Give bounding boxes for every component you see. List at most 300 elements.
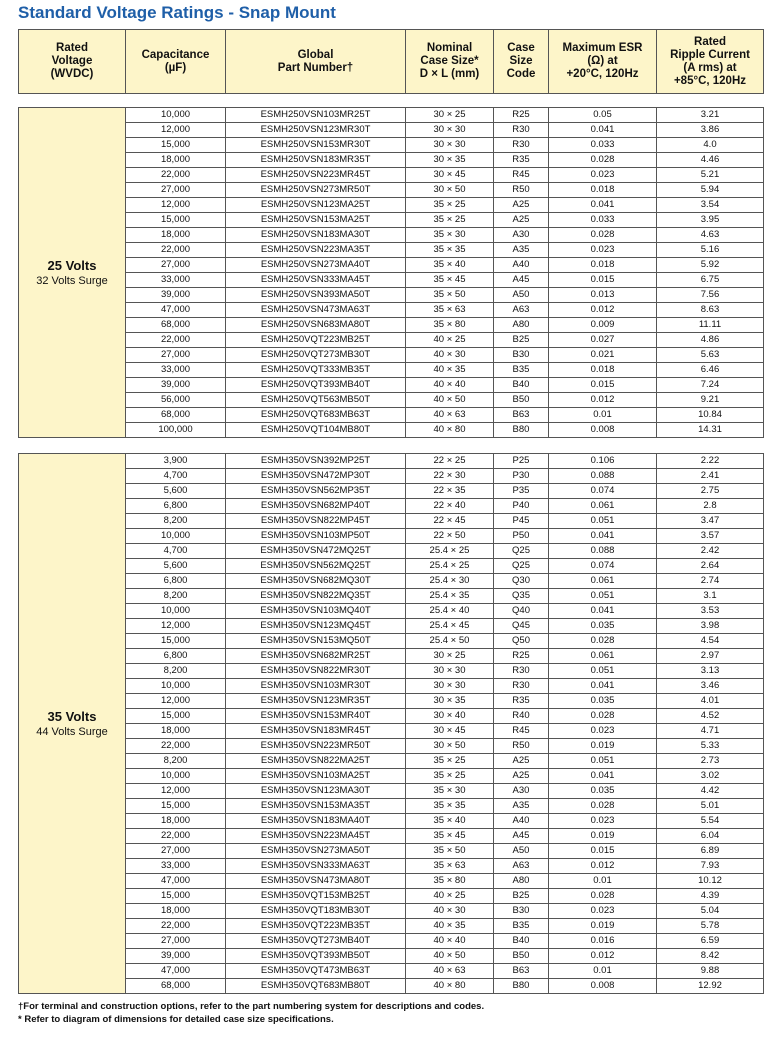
part-number-cell: ESMH350VQT223MB35T [226, 919, 406, 934]
table-row [19, 934, 764, 949]
capacitance-cell: 33,000 [126, 363, 226, 378]
ripple-current-cell: 5.78 [657, 919, 764, 934]
esr-cell: 0.051 [549, 754, 657, 769]
capacitance-cell: 10,000 [126, 108, 226, 123]
table-row [19, 784, 764, 799]
capacitance-cell: 22,000 [126, 168, 226, 183]
ripple-current-cell: 9.21 [657, 393, 764, 408]
esr-cell: 0.027 [549, 333, 657, 348]
table-row [19, 499, 764, 514]
case-code-cell: Q35 [494, 589, 549, 604]
case-size-cell: 30 × 50 [406, 183, 494, 198]
case-code-cell: B40 [494, 378, 549, 393]
case-size-cell: 40 × 80 [406, 979, 494, 994]
part-number-cell: ESMH350VSN103MQ40T [226, 604, 406, 619]
esr-cell: 0.018 [549, 363, 657, 378]
ripple-current-cell: 2.22 [657, 454, 764, 469]
capacitance-cell: 27,000 [126, 844, 226, 859]
esr-cell: 0.023 [549, 814, 657, 829]
table-row [19, 153, 764, 168]
ripple-current-cell: 3.21 [657, 108, 764, 123]
esr-cell: 0.106 [549, 454, 657, 469]
ripple-current-cell: 3.1 [657, 589, 764, 604]
part-number-cell: ESMH250VSN123MR30T [226, 123, 406, 138]
ripple-current-cell: 6.59 [657, 934, 764, 949]
case-size-cell: 35 × 35 [406, 799, 494, 814]
ripple-current-cell: 4.54 [657, 634, 764, 649]
table-row [19, 814, 764, 829]
table-row [19, 529, 764, 544]
table-row [19, 228, 764, 243]
part-number-cell: ESMH250VSN273MA40T [226, 258, 406, 273]
ripple-current-cell: 7.56 [657, 288, 764, 303]
esr-cell: 0.041 [549, 123, 657, 138]
part-number-cell: ESMH250VSN273MR50T [226, 183, 406, 198]
case-size-cell: 25.4 × 40 [406, 604, 494, 619]
table-row [19, 769, 764, 784]
header-case-code: Case Size Code [494, 30, 549, 94]
capacitance-cell: 12,000 [126, 784, 226, 799]
case-size-cell: 40 × 35 [406, 363, 494, 378]
part-number-cell: ESMH250VQT223MB25T [226, 333, 406, 348]
capacitance-cell: 8,200 [126, 514, 226, 529]
esr-cell: 0.028 [549, 228, 657, 243]
part-number-cell: ESMH350VSN123MQ45T [226, 619, 406, 634]
case-size-cell: 22 × 45 [406, 514, 494, 529]
esr-cell: 0.05 [549, 108, 657, 123]
part-number-cell: ESMH350VSN562MQ25T [226, 559, 406, 574]
esr-cell: 0.012 [549, 393, 657, 408]
case-code-cell: R35 [494, 153, 549, 168]
case-code-cell: R30 [494, 123, 549, 138]
ripple-current-cell: 10.12 [657, 874, 764, 889]
esr-cell: 0.008 [549, 423, 657, 438]
capacitance-cell: 33,000 [126, 273, 226, 288]
header-max-esr: Maximum ESR (Ω) at +20°C, 120Hz [549, 30, 657, 94]
capacitance-cell: 12,000 [126, 123, 226, 138]
part-number-cell: ESMH350VQT473MB63T [226, 964, 406, 979]
ripple-current-cell: 4.01 [657, 694, 764, 709]
esr-cell: 0.019 [549, 919, 657, 934]
ripple-current-cell: 4.42 [657, 784, 764, 799]
table-row [19, 303, 764, 318]
esr-cell: 0.035 [549, 784, 657, 799]
part-number-cell: ESMH350VSN103MA25T [226, 769, 406, 784]
case-code-cell: Q45 [494, 619, 549, 634]
case-code-cell: R35 [494, 694, 549, 709]
case-code-cell: A30 [494, 784, 549, 799]
case-size-cell: 25.4 × 35 [406, 589, 494, 604]
capacitance-cell: 10,000 [126, 769, 226, 784]
case-code-cell: R25 [494, 649, 549, 664]
part-number-cell: ESMH350VQT683MB80T [226, 979, 406, 994]
ripple-current-cell: 3.46 [657, 679, 764, 694]
case-code-cell: A50 [494, 844, 549, 859]
esr-cell: 0.041 [549, 198, 657, 213]
capacitance-cell: 47,000 [126, 964, 226, 979]
ripple-current-cell: 5.01 [657, 799, 764, 814]
ripple-current-cell: 6.75 [657, 273, 764, 288]
esr-cell: 0.051 [549, 664, 657, 679]
table-row [19, 724, 764, 739]
ripple-current-cell: 5.21 [657, 168, 764, 183]
ripple-current-cell: 5.63 [657, 348, 764, 363]
ripple-current-cell: 3.02 [657, 769, 764, 784]
ripple-current-cell: 9.88 [657, 964, 764, 979]
ripple-current-cell: 3.86 [657, 123, 764, 138]
capacitance-cell: 47,000 [126, 874, 226, 889]
table-row [19, 964, 764, 979]
table-row [19, 168, 764, 183]
case-size-cell: 30 × 30 [406, 664, 494, 679]
table-row [19, 604, 764, 619]
part-number-cell: ESMH250VSN683MA80T [226, 318, 406, 333]
case-size-cell: 40 × 63 [406, 964, 494, 979]
case-code-cell: B25 [494, 889, 549, 904]
ratings-table-header [18, 29, 764, 94]
case-size-cell: 35 × 35 [406, 243, 494, 258]
table-row [19, 108, 764, 123]
ripple-current-cell: 12.92 [657, 979, 764, 994]
footnotes [18, 1000, 484, 1026]
ripple-current-cell: 7.93 [657, 859, 764, 874]
case-size-cell: 22 × 35 [406, 484, 494, 499]
table-row [19, 919, 764, 934]
table-row [19, 469, 764, 484]
case-size-cell: 30 × 30 [406, 123, 494, 138]
surge-voltage-label: 32 Volts Surge [36, 274, 108, 287]
case-size-cell: 30 × 35 [406, 153, 494, 168]
case-size-cell: 35 × 30 [406, 228, 494, 243]
case-code-cell: B63 [494, 408, 549, 423]
table-row [19, 348, 764, 363]
esr-cell: 0.051 [549, 514, 657, 529]
ripple-current-cell: 2.74 [657, 574, 764, 589]
table-row [19, 514, 764, 529]
part-number-cell: ESMH250VQT273MB30T [226, 348, 406, 363]
esr-cell: 0.035 [549, 619, 657, 634]
table-row [19, 423, 764, 438]
esr-cell: 0.028 [549, 153, 657, 168]
ripple-current-cell: 2.42 [657, 544, 764, 559]
header-ripple-current: Rated Ripple Current (A rms) at +85°C, 120Hz [657, 30, 764, 94]
part-number-cell: ESMH350VSN103MR30T [226, 679, 406, 694]
case-code-cell: A35 [494, 243, 549, 258]
part-number-cell: ESMH350VQT183MB30T [226, 904, 406, 919]
case-size-cell: 35 × 40 [406, 258, 494, 273]
part-number-cell: ESMH350VSN223MA45T [226, 829, 406, 844]
capacitance-cell: 10,000 [126, 679, 226, 694]
part-number-cell: ESMH250VSN153MR30T [226, 138, 406, 153]
case-size-cell: 22 × 50 [406, 529, 494, 544]
case-code-cell: P40 [494, 499, 549, 514]
part-number-cell: ESMH350VQT273MB40T [226, 934, 406, 949]
capacitance-cell: 47,000 [126, 303, 226, 318]
part-number-cell: ESMH250VSN123MA25T [226, 198, 406, 213]
ripple-current-cell: 5.04 [657, 904, 764, 919]
capacitance-cell: 100,000 [126, 423, 226, 438]
header-rated-voltage: Rated Voltage (WVDC) [19, 30, 126, 94]
part-number-cell: ESMH350VSN123MA30T [226, 784, 406, 799]
ripple-current-cell: 11.11 [657, 318, 764, 333]
esr-cell: 0.051 [549, 589, 657, 604]
case-size-cell: 35 × 40 [406, 814, 494, 829]
table-row [19, 844, 764, 859]
case-code-cell: A25 [494, 198, 549, 213]
case-code-cell: A80 [494, 874, 549, 889]
esr-cell: 0.009 [549, 318, 657, 333]
case-code-cell: R30 [494, 664, 549, 679]
ripple-current-cell: 2.8 [657, 499, 764, 514]
ripple-current-cell: 4.63 [657, 228, 764, 243]
ripple-current-cell: 4.52 [657, 709, 764, 724]
table-row [19, 829, 764, 844]
part-number-cell: ESMH250VQT104MB80T [226, 423, 406, 438]
capacitance-cell: 12,000 [126, 198, 226, 213]
capacitance-cell: 6,800 [126, 499, 226, 514]
capacitance-cell: 3,900 [126, 454, 226, 469]
ripple-current-cell: 2.97 [657, 649, 764, 664]
case-code-cell: A45 [494, 273, 549, 288]
table-row [19, 574, 764, 589]
ripple-current-cell: 3.53 [657, 604, 764, 619]
esr-cell: 0.01 [549, 874, 657, 889]
capacitance-cell: 15,000 [126, 213, 226, 228]
esr-cell: 0.013 [549, 288, 657, 303]
case-size-cell: 30 × 50 [406, 739, 494, 754]
ripple-current-cell: 2.41 [657, 469, 764, 484]
table-row [19, 544, 764, 559]
ripple-current-cell: 7.24 [657, 378, 764, 393]
esr-cell: 0.015 [549, 273, 657, 288]
voltage-group-label [19, 108, 126, 438]
esr-cell: 0.061 [549, 499, 657, 514]
capacitance-cell: 15,000 [126, 889, 226, 904]
capacitance-cell: 39,000 [126, 378, 226, 393]
table-row [19, 408, 764, 423]
capacitance-cell: 27,000 [126, 348, 226, 363]
esr-cell: 0.018 [549, 183, 657, 198]
case-size-cell: 35 × 50 [406, 844, 494, 859]
part-number-cell: ESMH350VSN472MQ25T [226, 544, 406, 559]
capacitance-cell: 18,000 [126, 153, 226, 168]
esr-cell: 0.015 [549, 844, 657, 859]
part-number-cell: ESMH350VQT153MB25T [226, 889, 406, 904]
table-row [19, 949, 764, 964]
table-row [19, 333, 764, 348]
table-row [19, 213, 764, 228]
capacitance-cell: 4,700 [126, 469, 226, 484]
table-row [19, 318, 764, 333]
ripple-current-cell: 5.92 [657, 258, 764, 273]
table-row [19, 679, 764, 694]
footnote-part-number: †For terminal and construction options, refer to the part numbering system for descriptions and codes. [18, 1001, 485, 1012]
case-code-cell: R30 [494, 679, 549, 694]
ripple-current-cell: 2.64 [657, 559, 764, 574]
esr-cell: 0.041 [549, 679, 657, 694]
ripple-current-cell: 6.04 [657, 829, 764, 844]
case-code-cell: A35 [494, 799, 549, 814]
case-size-cell: 35 × 63 [406, 859, 494, 874]
capacitance-cell: 15,000 [126, 709, 226, 724]
part-number-cell: ESMH250VSN473MA63T [226, 303, 406, 318]
ripple-current-cell: 5.94 [657, 183, 764, 198]
capacitance-cell: 18,000 [126, 904, 226, 919]
esr-cell: 0.021 [549, 348, 657, 363]
part-number-cell: ESMH250VSN223MA35T [226, 243, 406, 258]
case-code-cell: B80 [494, 979, 549, 994]
case-size-cell: 25.4 × 25 [406, 559, 494, 574]
ripple-current-cell: 4.86 [657, 333, 764, 348]
case-size-cell: 25.4 × 25 [406, 544, 494, 559]
case-size-cell: 30 × 25 [406, 108, 494, 123]
capacitance-cell: 33,000 [126, 859, 226, 874]
esr-cell: 0.016 [549, 934, 657, 949]
capacitance-cell: 18,000 [126, 228, 226, 243]
capacitance-cell: 68,000 [126, 318, 226, 333]
case-size-cell: 30 × 45 [406, 168, 494, 183]
esr-cell: 0.061 [549, 574, 657, 589]
esr-cell: 0.041 [549, 604, 657, 619]
capacitance-cell: 22,000 [126, 333, 226, 348]
esr-cell: 0.023 [549, 904, 657, 919]
ripple-current-cell: 8.63 [657, 303, 764, 318]
header-part-number: Global Part Number† [226, 30, 406, 94]
capacitance-cell: 15,000 [126, 138, 226, 153]
part-number-cell: ESMH250VSN103MR25T [226, 108, 406, 123]
capacitance-cell: 27,000 [126, 183, 226, 198]
part-number-cell: ESMH250VQT563MB50T [226, 393, 406, 408]
capacitance-cell: 5,600 [126, 559, 226, 574]
table-row [19, 874, 764, 889]
case-code-cell: Q25 [494, 544, 549, 559]
case-code-cell: R50 [494, 183, 549, 198]
part-number-cell: ESMH350VQT393MB50T [226, 949, 406, 964]
part-number-cell: ESMH350VSN153MA35T [226, 799, 406, 814]
case-code-cell: R40 [494, 709, 549, 724]
ripple-current-cell: 3.47 [657, 514, 764, 529]
part-number-cell: ESMH350VSN103MP50T [226, 529, 406, 544]
part-number-cell: ESMH250VQT683MB63T [226, 408, 406, 423]
esr-cell: 0.012 [549, 949, 657, 964]
capacitance-cell: 18,000 [126, 724, 226, 739]
ripple-current-cell: 4.46 [657, 153, 764, 168]
case-size-cell: 35 × 25 [406, 769, 494, 784]
case-size-cell: 35 × 63 [406, 303, 494, 318]
part-number-cell: ESMH350VSN123MR35T [226, 694, 406, 709]
capacitance-cell: 4,700 [126, 544, 226, 559]
case-size-cell: 22 × 25 [406, 454, 494, 469]
ripple-current-cell: 5.54 [657, 814, 764, 829]
case-code-cell: B35 [494, 919, 549, 934]
ripple-current-cell: 5.33 [657, 739, 764, 754]
case-code-cell: P25 [494, 454, 549, 469]
part-number-cell: ESMH350VSN682MP40T [226, 499, 406, 514]
capacitance-cell: 10,000 [126, 604, 226, 619]
case-size-cell: 40 × 40 [406, 934, 494, 949]
voltage-group-label [19, 454, 126, 994]
table-row [19, 454, 764, 469]
ripple-current-cell: 4.71 [657, 724, 764, 739]
esr-cell: 0.088 [549, 544, 657, 559]
capacitance-cell: 22,000 [126, 243, 226, 258]
ripple-current-cell: 4.39 [657, 889, 764, 904]
case-code-cell: Q40 [494, 604, 549, 619]
case-size-cell: 40 × 50 [406, 393, 494, 408]
table-row [19, 393, 764, 408]
case-size-cell: 40 × 80 [406, 423, 494, 438]
table-row [19, 363, 764, 378]
case-size-cell: 22 × 30 [406, 469, 494, 484]
case-code-cell: A40 [494, 814, 549, 829]
part-number-cell: ESMH250VSN183MA30T [226, 228, 406, 243]
esr-cell: 0.023 [549, 168, 657, 183]
esr-cell: 0.061 [549, 649, 657, 664]
page-title: Standard Voltage Ratings - Snap Mount [18, 3, 336, 22]
capacitance-cell: 15,000 [126, 799, 226, 814]
capacitance-cell: 22,000 [126, 829, 226, 844]
capacitance-cell: 12,000 [126, 619, 226, 634]
case-size-cell: 22 × 40 [406, 499, 494, 514]
esr-cell: 0.088 [549, 469, 657, 484]
ratings-group-35v [18, 453, 764, 994]
part-number-cell: ESMH250VSN333MA45T [226, 273, 406, 288]
esr-cell: 0.028 [549, 799, 657, 814]
table-row [19, 979, 764, 994]
ripple-current-cell: 8.42 [657, 949, 764, 964]
part-number-cell: ESMH250VSN223MR45T [226, 168, 406, 183]
table-row [19, 258, 764, 273]
part-number-cell: ESMH250VQT393MB40T [226, 378, 406, 393]
table-row [19, 889, 764, 904]
part-number-cell: ESMH350VSN183MR45T [226, 724, 406, 739]
case-code-cell: A45 [494, 829, 549, 844]
ripple-current-cell: 3.54 [657, 198, 764, 213]
esr-cell: 0.033 [549, 213, 657, 228]
capacitance-cell: 8,200 [126, 589, 226, 604]
case-code-cell: B30 [494, 348, 549, 363]
esr-cell: 0.041 [549, 769, 657, 784]
part-number-cell: ESMH250VSN393MA50T [226, 288, 406, 303]
case-code-cell: Q30 [494, 574, 549, 589]
part-number-cell: ESMH250VQT333MB35T [226, 363, 406, 378]
case-code-cell: B40 [494, 934, 549, 949]
table-row [19, 378, 764, 393]
ripple-current-cell: 4.0 [657, 138, 764, 153]
part-number-cell: ESMH250VSN153MA25T [226, 213, 406, 228]
case-code-cell: R30 [494, 138, 549, 153]
table-row [19, 649, 764, 664]
table-row [19, 243, 764, 258]
capacitance-cell: 15,000 [126, 634, 226, 649]
part-number-cell: ESMH350VSN153MR40T [226, 709, 406, 724]
footnote-case-size: * Refer to diagram of dimensions for detailed case size specifications. [18, 1014, 334, 1025]
esr-cell: 0.012 [549, 859, 657, 874]
capacitance-cell: 22,000 [126, 919, 226, 934]
case-size-cell: 40 × 63 [406, 408, 494, 423]
case-code-cell: B63 [494, 964, 549, 979]
case-size-cell: 35 × 30 [406, 784, 494, 799]
esr-cell: 0.028 [549, 889, 657, 904]
table-row [19, 709, 764, 724]
esr-cell: 0.019 [549, 829, 657, 844]
case-code-cell: P50 [494, 529, 549, 544]
esr-cell: 0.01 [549, 408, 657, 423]
ripple-current-cell: 2.73 [657, 754, 764, 769]
part-number-cell: ESMH350VSN392MP25T [226, 454, 406, 469]
table-row [19, 634, 764, 649]
case-size-cell: 35 × 80 [406, 874, 494, 889]
